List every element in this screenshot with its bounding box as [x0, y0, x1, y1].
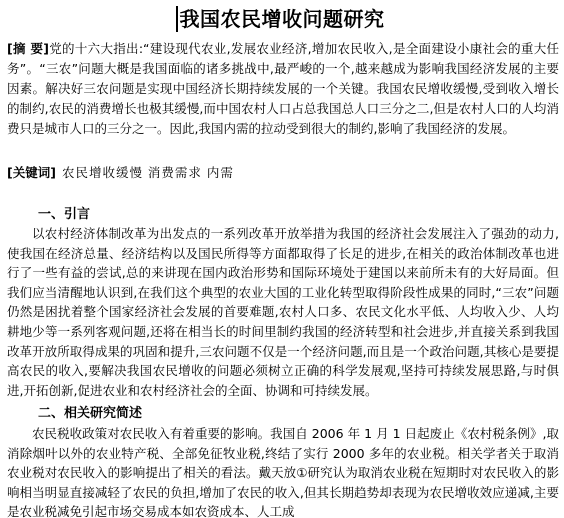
section-heading-introduction: 一、引言 [38, 207, 91, 222]
section-body-introduction: 以农村经济体制改革为出发点的一系列改革开放举措为我国的经济社会发展注入了强劲的动力,使我国在经济总量、经济结构以及国民所得等方面都取得了长足的进步,在相关的政治体制改革也进行了一些有益的尝试,总的来讲现在国内政治形势和国际环境处于建国以来前所未有的大好局面。但我们应当清醒地认识到,在我们这个典型的农业大国的工业化转型取得阶段性成果的同时,“三农”问题仍然是困扰着整个国家经济社会发展的首要难题,农村人口多、农民文化水平低、人均收入少、人均耕地少等一系列客观问题,还将在相当长的时间里制约我国的经济转型和社会进步,并直接关系到我国改革开放所取得成果的巩固和提升,三农问题不仅是一个经济问题,而且是一个政治问题,其核心是要提高农民的收入,要解决我国农民增收的问题必须树立正确的科学发展观,坚持可持续发展思路,与时俱进,开拓创新,促进农业和农村经济社会的全面、协调和可持续发展。 [7, 226, 559, 398]
section-body-related-research: 农民税收政策对农民收入有着重要的影响。我国自 2006 年 1 月 1 日起废止《农村税条例》,取消除烟叶以外的农业特产税、全部免征牧业税,终结了实行 2000 多年的农业税。相关学者关于取消农业税对农民收入的影响提出了相关的看法。戴天放①研究认为取消农业税在短期时对农民收入的影响相当明显直接减轻了农民的负担,增加了农民的收入,但其长期趋势却表现为农民增收效应递减,主要是农业税减免引起市场交易成本如农资成本、人工成 [7, 426, 559, 518]
keywords-tag: [关键词] [7, 165, 56, 180]
document-title: 我国农民增收问题研究 [179, 7, 385, 31]
abstract-text: 党的十六大指出:“建设现代农业,发展农业经济,增加农民收入,是全面建设小康社会的重大任务”。“三农”问题大概是我国面临的诸多挑战中,最严峻的一个,越来越成为影响我国经济发展的主要因素。解决好三农问题是实现中国经济长期持续发展的一个关键。我国农民增收缓慢,受到收入增长的制约,农民的消费增长也极其缓慢,而中国农村人口占总我国总人口三分之二,但是农村人口的人均消费只是城市人口的三分之一。因此,我国内需的拉动受到很大的制约,影响了我国经济的发展。 [7, 41, 560, 136]
abstract-tag: [摘 要] [7, 41, 49, 56]
text-cursor [176, 6, 178, 32]
keywords-terms: 农民增收缓慢 消费需求 内需 [61, 165, 234, 180]
section-heading-related-research: 二、相关研究简述 [38, 406, 143, 421]
abstract-paragraph [7, 39, 559, 139]
keywords-line [7, 163, 559, 183]
